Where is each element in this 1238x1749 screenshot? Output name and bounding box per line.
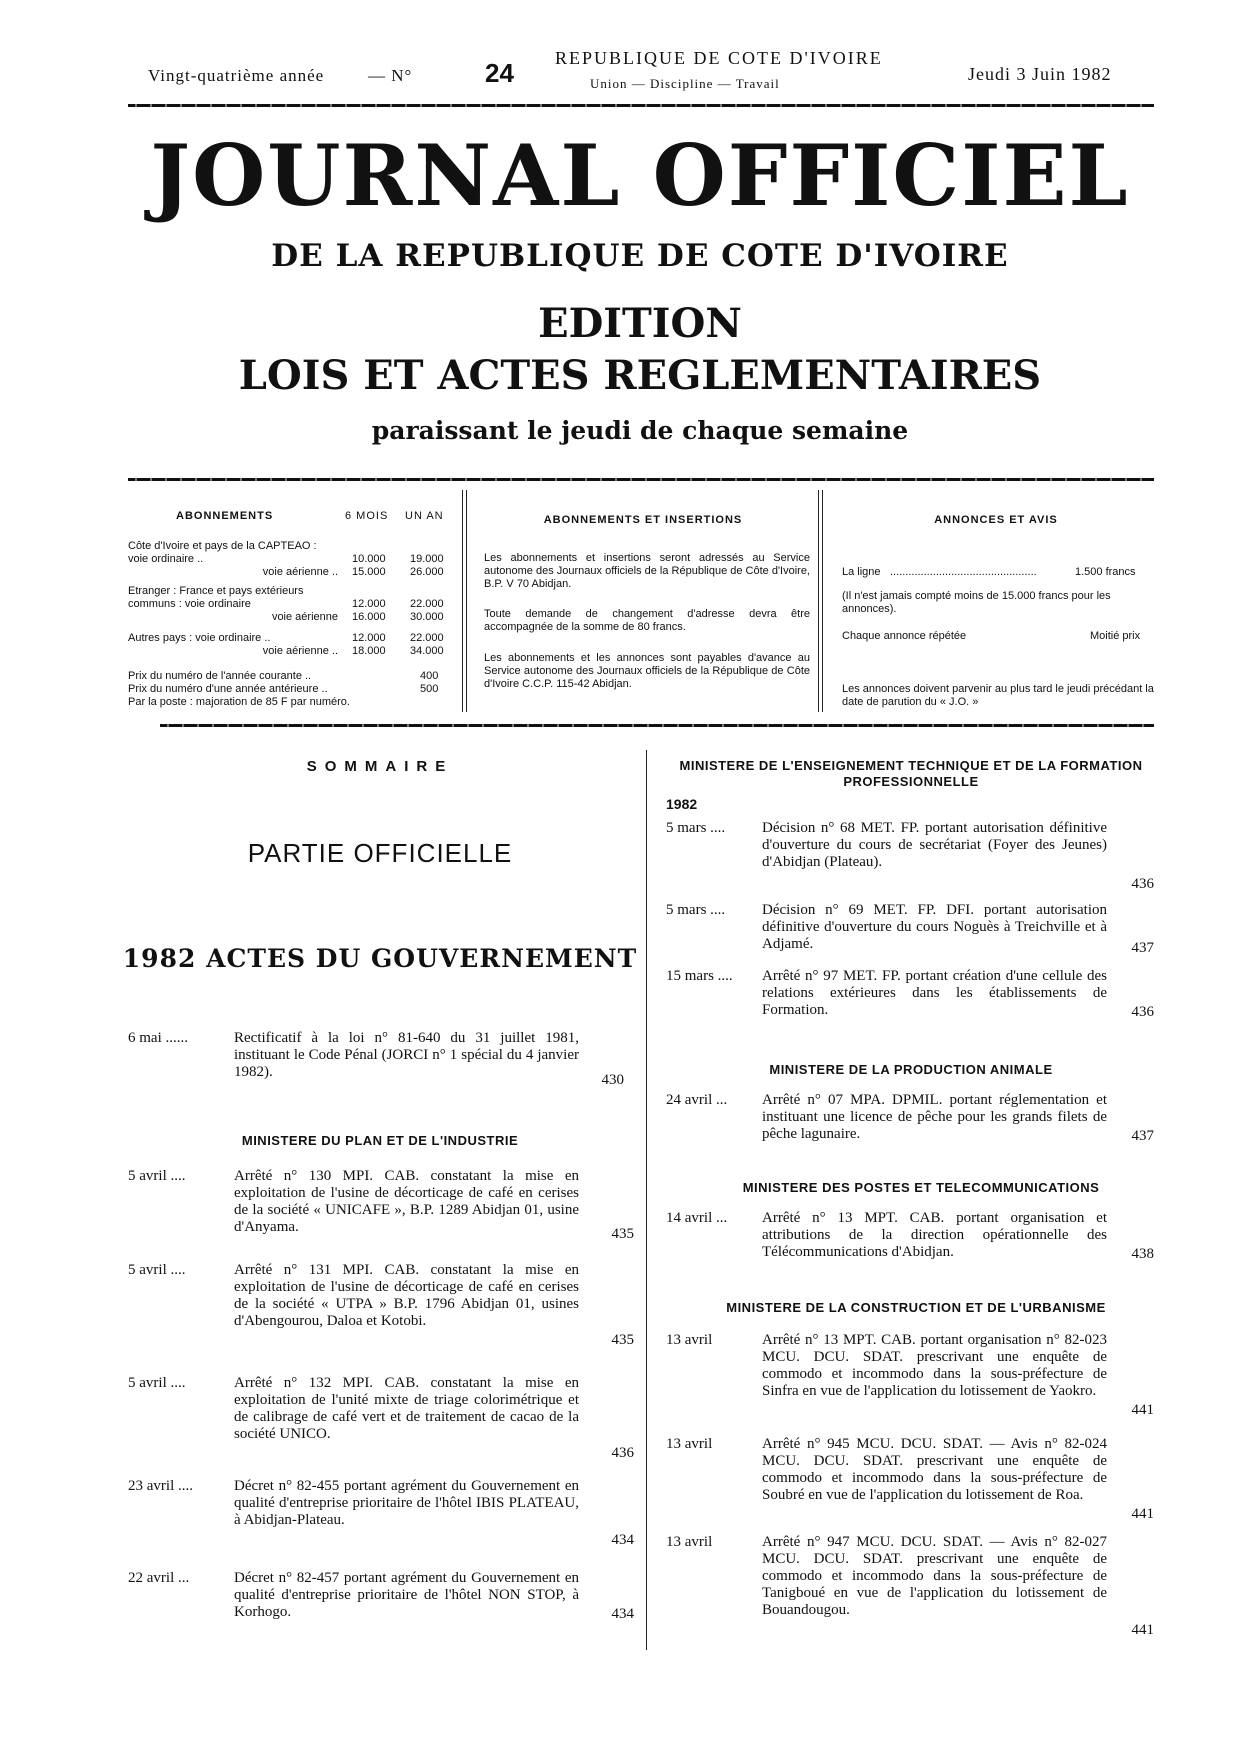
header-rule bbox=[128, 104, 1154, 107]
sub-row-1an: 19.000 bbox=[410, 553, 444, 565]
section-title-construction-urbanisme: MINISTERE DE LA CONSTRUCTION ET DE L'URBANISME bbox=[726, 1300, 1106, 1315]
sub-row-label: Côte d'Ivoire et pays de la CAPTEAO : voie ordinaire .. bbox=[128, 540, 317, 565]
sub-row-1an: 22.000 bbox=[410, 632, 444, 644]
toc-entry-text: Arrêté n° 13 MPT. CAB. portant organisation n° 82-023 MCU. DCU. SDAT. prescrivant une enquête de commodo et incommodo dans la sous-préfecture de Sinfra en vue de l'application du lotissement de Yaokro. bbox=[762, 1332, 1107, 1399]
section-title-enseignement-technique: MINISTERE DE L'ENSEIGNEMENT TECHNIQUE ET DE LA FORMATION PROFESSIONNELLE bbox=[679, 758, 1143, 789]
insertions-payment: Les abonnements et les annonces sont payables d'avance au Service autonome des Journaux officiels de la République de Côte d'Ivoire C.C.P. 115-42 Abidjan. bbox=[484, 652, 810, 690]
toc-entry[interactable] bbox=[128, 1570, 648, 1630]
number-label: — N° bbox=[368, 66, 413, 85]
toc-entry-text: Rectificatif à la loi n° 81-640 du 31 juillet 1981, instituant le Code Pénal (JORCI n° 1 spécial du 4 janvier 1982). bbox=[234, 1030, 579, 1080]
subscriptions-col-1an: UN AN bbox=[405, 510, 444, 522]
toc-entry[interactable] bbox=[666, 902, 1156, 957]
toc-entry-text: Arrêté n° 97 MET. FP. portant création d'une cellule des relations extérieures dans les établissements de Formation. bbox=[762, 968, 1107, 1018]
toc-entry[interactable] bbox=[128, 1375, 648, 1461]
edition-label: EDITION bbox=[538, 300, 742, 347]
toc-entry-page: 437 bbox=[1131, 940, 1154, 956]
box-divider-2b bbox=[822, 490, 823, 712]
toc-entry-text: Décision n° 68 MET. FP. portant autorisation définitive d'ouverture du cours de secrétariat (Foyer des Jeunes) d'Abidjan (Plateau). bbox=[762, 820, 1107, 870]
toc-entry-date: 14 avril ... bbox=[666, 1210, 728, 1226]
toc-entry-page: 441 bbox=[1131, 1506, 1154, 1522]
price-value: 500 bbox=[420, 683, 439, 695]
sub-row-label: voie aérienne .. bbox=[262, 566, 338, 578]
box-divider-2 bbox=[818, 490, 819, 712]
toc-entry-page: 436 bbox=[611, 1445, 634, 1461]
toc-entry-date: 5 mars .... bbox=[666, 902, 726, 918]
annonces-line-price: 1.500 francs bbox=[1075, 566, 1136, 578]
price-value: 400 bbox=[420, 670, 439, 682]
toc-entry-page: 436 bbox=[1131, 876, 1154, 892]
sub-row-1an: 26.000 bbox=[410, 566, 444, 578]
subscription-top-rule bbox=[128, 478, 1154, 481]
price-label: Prix du numéro de l'année courante .. bbox=[128, 670, 312, 682]
sub-row-label: Etranger : France et pays extérieurs communs : voie ordinaire bbox=[128, 585, 304, 610]
toc-entry-page: 436 bbox=[1131, 1004, 1154, 1020]
sub-row-6mois: 12.000 bbox=[352, 632, 386, 644]
toc-entry[interactable] bbox=[666, 1534, 1156, 1638]
toc-entry-date: 5 avril .... bbox=[128, 1375, 186, 1391]
section-title-plan-industrie: MINISTERE DU PLAN ET DE L'INDUSTRIE bbox=[241, 1133, 519, 1148]
toc-entry-text: Décision n° 69 MET. FP. DFI. portant autorisation définitive d'ouverture du cours Noguès à Treichville et à Adjamé. bbox=[762, 902, 1107, 952]
year-label: Vingt-quatrième année bbox=[148, 66, 325, 85]
box-divider-1 bbox=[462, 490, 463, 712]
toc-entry-text: Arrêté n° 131 MPI. CAB. constatant la mise en exploitation de l'usine de décorticage de café en cerises de la société « UTPA » B.P. 1796 Abidjan 01, usines d'Abengourou, Daloa et Kotobi. bbox=[234, 1262, 579, 1329]
annonces-dots: ................................................ bbox=[890, 566, 1037, 578]
sommaire-title: SOMMAIRE bbox=[306, 758, 454, 775]
annonces-min-note: (Il n'est jamais compté moins de 15.000 francs pour les annonces). bbox=[842, 590, 1111, 615]
edition-name: LOIS ET ACTES REGLEMENTAIRES bbox=[238, 352, 1042, 399]
toc-entry[interactable] bbox=[666, 1210, 1156, 1265]
toc-entry-date: 24 avril ... bbox=[666, 1092, 728, 1108]
issue-date: Jeudi 3 Juin 1982 bbox=[968, 64, 1112, 84]
toc-entry-page: 435 bbox=[611, 1226, 634, 1242]
toc-entry[interactable] bbox=[666, 968, 1156, 1023]
subscription-bottom-rule bbox=[160, 724, 1154, 727]
toc-entry-text: Arrêté n° 947 MCU. DCU. SDAT. — Avis n° 82-027 MCU. DCU. SDAT. prescrivant une enquête de commodo et incommodo dans la sous-préfecture de Tanigboué en vue de l'application du lotissement de Bouandougou. bbox=[762, 1534, 1107, 1618]
insertions-address-change: Toute demande de changement d'adresse devra être accompagnée de la somme de 80 francs. bbox=[484, 608, 810, 633]
annonces-title: ANNONCES ET AVIS bbox=[934, 514, 1058, 526]
insertions-address: Les abonnements et insertions seront adressés au Service autonome des Journaux officiels de la République de Côte d'Ivoire, B.P. V 70 Abidjan. bbox=[484, 552, 810, 590]
toc-entry-date: 5 avril .... bbox=[128, 1168, 186, 1184]
subscriptions-title: ABONNEMENTS bbox=[176, 510, 274, 522]
journal-subtitle: DE LA REPUBLIQUE DE COTE D'IVOIRE bbox=[271, 238, 1009, 274]
toc-entry-page: 434 bbox=[611, 1532, 634, 1548]
annonces-deadline: Les annonces doivent parvenir au plus tard le jeudi précédant la date de parution du « J.O. » bbox=[842, 683, 1154, 708]
toc-entry-page: 441 bbox=[1131, 1402, 1154, 1418]
annonces-repeat-value: Moitié prix bbox=[1090, 630, 1141, 642]
toc-entry-date: 6 mai ...... bbox=[128, 1030, 188, 1046]
toc-entry[interactable] bbox=[128, 1478, 648, 1548]
sub-row-6mois: 10.000 bbox=[352, 553, 386, 565]
publication-frequency: paraissant le jeudi de chaque semaine bbox=[371, 416, 909, 445]
toc-entry[interactable] bbox=[666, 820, 1156, 890]
toc-entry-text: Arrêté n° 130 MPI. CAB. constatant la mise en exploitation de l'usine de décorticage de café en cerises de la société « UNICAFE », B.P. 1289 Abidjan 01, usine d'Anyama. bbox=[234, 1168, 579, 1235]
toc-entry[interactable] bbox=[128, 1168, 648, 1242]
subscriptions-col-6mois: 6 MOIS bbox=[345, 510, 389, 522]
sub-row-6mois: 15.000 bbox=[352, 566, 386, 578]
toc-entry-date: 13 avril bbox=[666, 1332, 713, 1348]
partie-officielle: PARTIE OFFICIELLE bbox=[247, 838, 513, 868]
toc-entry-date: 5 avril .... bbox=[128, 1262, 186, 1278]
price-label: Prix du numéro d'une année antérieure .. bbox=[128, 683, 328, 695]
toc-entry[interactable] bbox=[666, 1436, 1156, 1522]
toc-entry-date: 5 mars .... bbox=[666, 820, 726, 836]
toc-entry-page: 435 bbox=[611, 1332, 634, 1348]
toc-entry[interactable] bbox=[666, 1092, 1156, 1147]
annonces-line-label: La ligne bbox=[842, 566, 881, 578]
sub-row-6mois: 16.000 bbox=[352, 611, 386, 623]
toc-entry-text: Décret n° 82-457 portant agrément du Gouvernement en qualité d'entreprise prioritaire de l'hôtel NON STOP, à Korhogo. bbox=[234, 1570, 579, 1620]
insertions-title: ABONNEMENTS ET INSERTIONS bbox=[543, 514, 743, 526]
motto: Union — Discipline — Travail bbox=[590, 76, 780, 91]
annonces-repeat-label: Chaque annonce répétée bbox=[842, 630, 967, 642]
journal-title: JOURNAL OFFICIEL bbox=[150, 126, 1130, 225]
actes-du-gouvernement: 1982 ACTES DU GOUVERNEMENT bbox=[122, 944, 638, 973]
sub-row-label: voie aérienne bbox=[271, 611, 338, 623]
toc-entry-page: 430 bbox=[601, 1072, 624, 1088]
toc-entry-text: Arrêté n° 132 MPI. CAB. constatant la mise en exploitation de l'unité mixte de triage colorimétrique et de calibrage de café vert et de traitement de cacao de la société UNICO. bbox=[234, 1375, 579, 1442]
sub-row-1an: 34.000 bbox=[410, 645, 444, 657]
toc-entry[interactable] bbox=[128, 1262, 648, 1348]
toc-entry-page: 438 bbox=[1131, 1246, 1154, 1262]
toc-entry-date: 23 avril .... bbox=[128, 1478, 193, 1494]
sub-row-1an: 22.000 bbox=[410, 598, 444, 610]
toc-entry-date: 22 avril ... bbox=[128, 1570, 190, 1586]
toc-entry[interactable] bbox=[128, 1030, 628, 1090]
box-divider-1b bbox=[466, 490, 467, 712]
toc-entry-page: 441 bbox=[1131, 1622, 1154, 1638]
issue-number: 24 bbox=[485, 58, 514, 88]
section-title-production-animale: MINISTERE DE LA PRODUCTION ANIMALE bbox=[769, 1062, 1053, 1077]
republic-label: REPUBLIQUE DE COTE D'IVOIRE bbox=[555, 48, 883, 68]
sub-row-6mois: 18.000 bbox=[352, 645, 386, 657]
sub-row-1an: 30.000 bbox=[410, 611, 444, 623]
section-year: 1982 bbox=[666, 796, 698, 812]
toc-entry-date: 13 avril bbox=[666, 1534, 713, 1550]
toc-entry[interactable] bbox=[666, 1332, 1156, 1418]
section-title-postes-telecoms: MINISTERE DES POSTES ET TELECOMMUNICATIONS bbox=[742, 1180, 1100, 1195]
toc-entry-date: 15 mars .... bbox=[666, 968, 733, 984]
toc-entry-text: Arrêté n° 07 MPA. DPMIL. portant réglementation et instituant une licence de pêche pour les grands filets de pêche lagunaire. bbox=[762, 1092, 1107, 1142]
toc-entry-page: 434 bbox=[611, 1606, 634, 1622]
toc-entry-text: Décret n° 82-455 portant agrément du Gouvernement en qualité d'entreprise prioritaire de l'hôtel IBIS PLATEAU, à Abidjan-Plateau. bbox=[234, 1478, 579, 1528]
toc-entry-page: 437 bbox=[1131, 1128, 1154, 1144]
sub-row-label: Autres pays : voie ordinaire .. bbox=[128, 632, 271, 644]
toc-entry-date: 13 avril bbox=[666, 1436, 713, 1452]
toc-entry-text: Arrêté n° 945 MCU. DCU. SDAT. — Avis n° 82-024 MCU. DCU. SDAT. prescrivant une enquête de commodo et incommodo dans la sous-préfecture de Soubré en vue de l'application du lotissement de Roa. bbox=[762, 1436, 1107, 1503]
toc-entry-text: Arrêté n° 13 MPT. CAB. portant organisation et attributions de la direction opérationnelle des Télécommunications d'Abidjan. bbox=[762, 1210, 1107, 1260]
sub-row-label: voie aérienne .. bbox=[262, 645, 338, 657]
price-label: Par la poste : majoration de 85 F par numéro. bbox=[128, 696, 350, 708]
sub-row-6mois: 12.000 bbox=[352, 598, 386, 610]
